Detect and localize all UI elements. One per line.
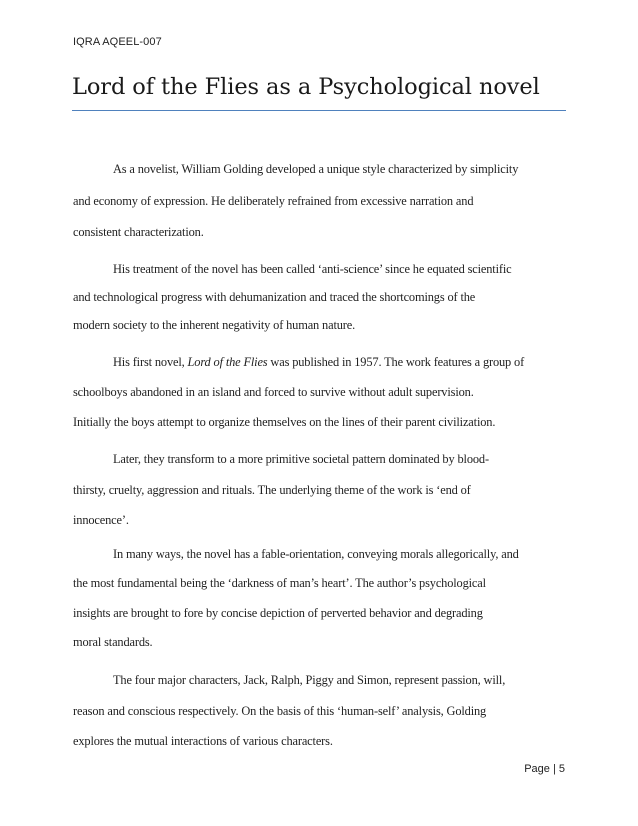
page-number: Page | 5 [524, 763, 565, 775]
paragraph-line: and technological progress with dehumanization and traced the shortcomings of the [73, 290, 476, 304]
paragraph-line: reason and conscious respectively. On the basis of this ‘human-self’ analysis, Golding [73, 704, 487, 718]
paragraph-line: thirsty, cruelty, aggression and rituals. The underlying theme of the work is ‘end of [73, 483, 471, 497]
paragraph-line: and economy of expression. He deliberately refrained from excessive narration and [73, 194, 474, 208]
page-title: Lord of the Flies as a Psychological novel [72, 74, 540, 100]
paragraph-text: was published in 1957. The work features a group of [267, 355, 525, 369]
paragraph-line: His treatment of the novel has been called ‘anti-science’ since he equated scientific [113, 262, 512, 276]
paragraph-line: insights are brought to fore by concise depiction of perverted behavior and degrading [73, 606, 483, 620]
paragraph-line: In many ways, the novel has a fable-orientation, conveying morals allegorically, and [113, 547, 519, 561]
paragraph-line: explores the mutual interactions of various characters. [73, 734, 333, 748]
novel-title-italic: Lord of the Flies [187, 355, 268, 369]
paragraph-line-with-italic [113, 355, 524, 370]
paragraph-line: innocence’. [73, 513, 129, 527]
paragraph-text: His first novel, [113, 355, 188, 369]
paragraph-line: consistent characterization. [73, 225, 204, 239]
paragraph-line: Later, they transform to a more primitive societal pattern dominated by blood- [113, 452, 489, 466]
paragraph-line: modern society to the inherent negativity of human nature. [73, 318, 356, 332]
paragraph-line: the most fundamental being the ‘darkness of man’s heart’. The author’s psychological [73, 576, 486, 590]
header-label: IQRA AQEEL-007 [73, 36, 162, 48]
paragraph-line: Initially the boys attempt to organize themselves on the lines of their parent civilization. [73, 415, 496, 429]
paragraph-line: moral standards. [73, 635, 153, 649]
title-underline [72, 110, 566, 111]
paragraph-line: As a novelist, William Golding developed a unique style characterized by simplicity [113, 162, 519, 176]
paragraph-line: The four major characters, Jack, Ralph, Piggy and Simon, represent passion, will, [113, 673, 506, 687]
paragraph-line: schoolboys abandoned in an island and forced to survive without adult supervision. [73, 385, 474, 399]
